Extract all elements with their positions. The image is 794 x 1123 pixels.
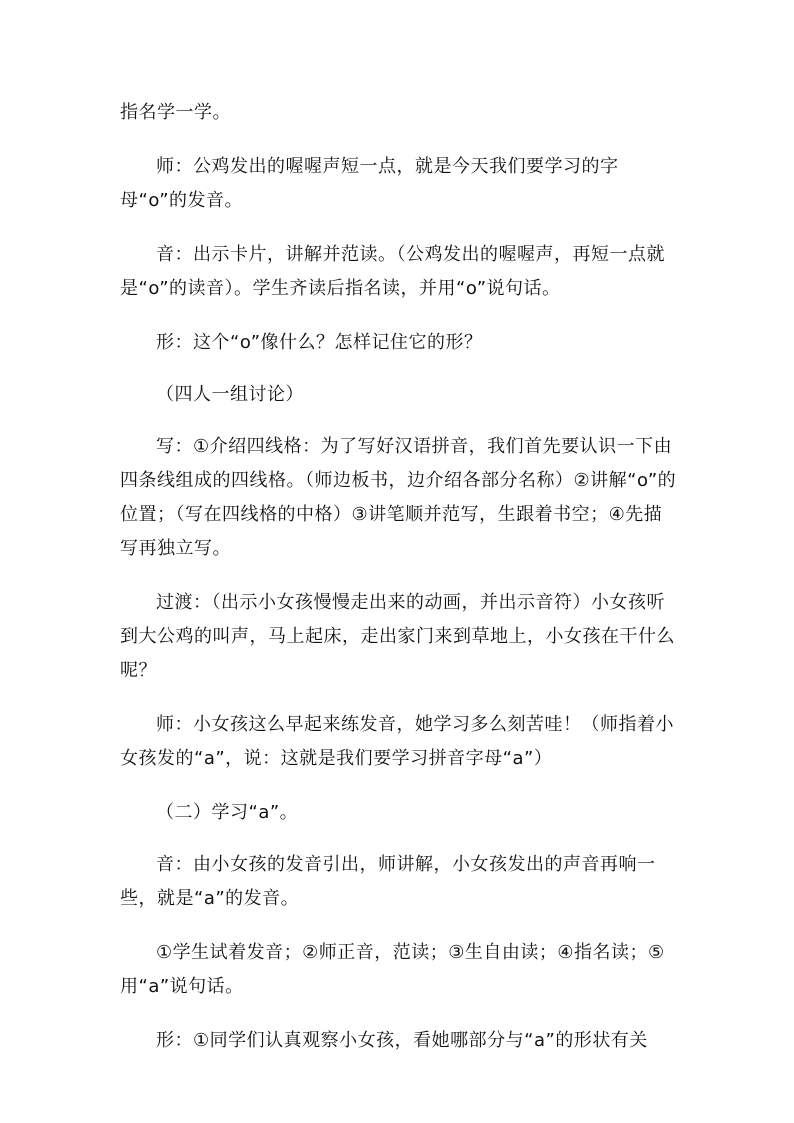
paragraph-10: 音：由小女孩的发音引出，师讲解，小女孩发出的声音再响一些，就是“a”的发音。 [120, 854, 656, 909]
paragraph-9: （二）学习“a”。 [156, 802, 299, 823]
paragraph-8: 师：小女孩这么早起来练发音，她学习多么刻苦哇！（师指着小女孩发的“a”，说：这就是我们要学习拼音字母“a”） [120, 714, 674, 769]
paragraph-12: 形：①同学们认真观察小女孩，看她哪部分与“a”的形状有关 [156, 1030, 648, 1051]
paragraph-7: 过渡：（出示小女孩慢慢走出来的动画，并出示音符）小女孩听到大公鸡的叫声，马上起床，走出家门来到草地上，小女孩在干什么呢？ [120, 592, 675, 681]
document-body [120, 96, 680, 1078]
paragraph-4: 形：这个“o”像什么？怎样记住它的形？ [156, 332, 483, 353]
paragraph-5: （四人一组讨论） [156, 384, 304, 405]
paragraph-11: ①学生试着发音；②师正音，范读；③生自由读；④指名读；⑤用“a”说句话。 [120, 942, 665, 997]
paragraph-6: 写：①介绍四线格：为了写好汉语拼音，我们首先要认识一下由四条线组成的四线格。（师边板书，边介绍各部分名称）②讲解“o”的位置；（写在四线格的中格）③讲笔顺并范写，生跟着书空；④先描写再独立写。 [120, 436, 677, 559]
paragraph-2: 师：公鸡发出的喔喔声短一点，就是今天我们要学习的字母“o”的发音。 [120, 156, 619, 211]
paragraph-1: 指名学一学。 [120, 102, 231, 123]
paragraph-3: 音：出示卡片，讲解并范读。（公鸡发出的喔喔声，再短一点就是“o”的读音）。学生齐读后指名读，并用“o”说句话。 [120, 244, 665, 299]
